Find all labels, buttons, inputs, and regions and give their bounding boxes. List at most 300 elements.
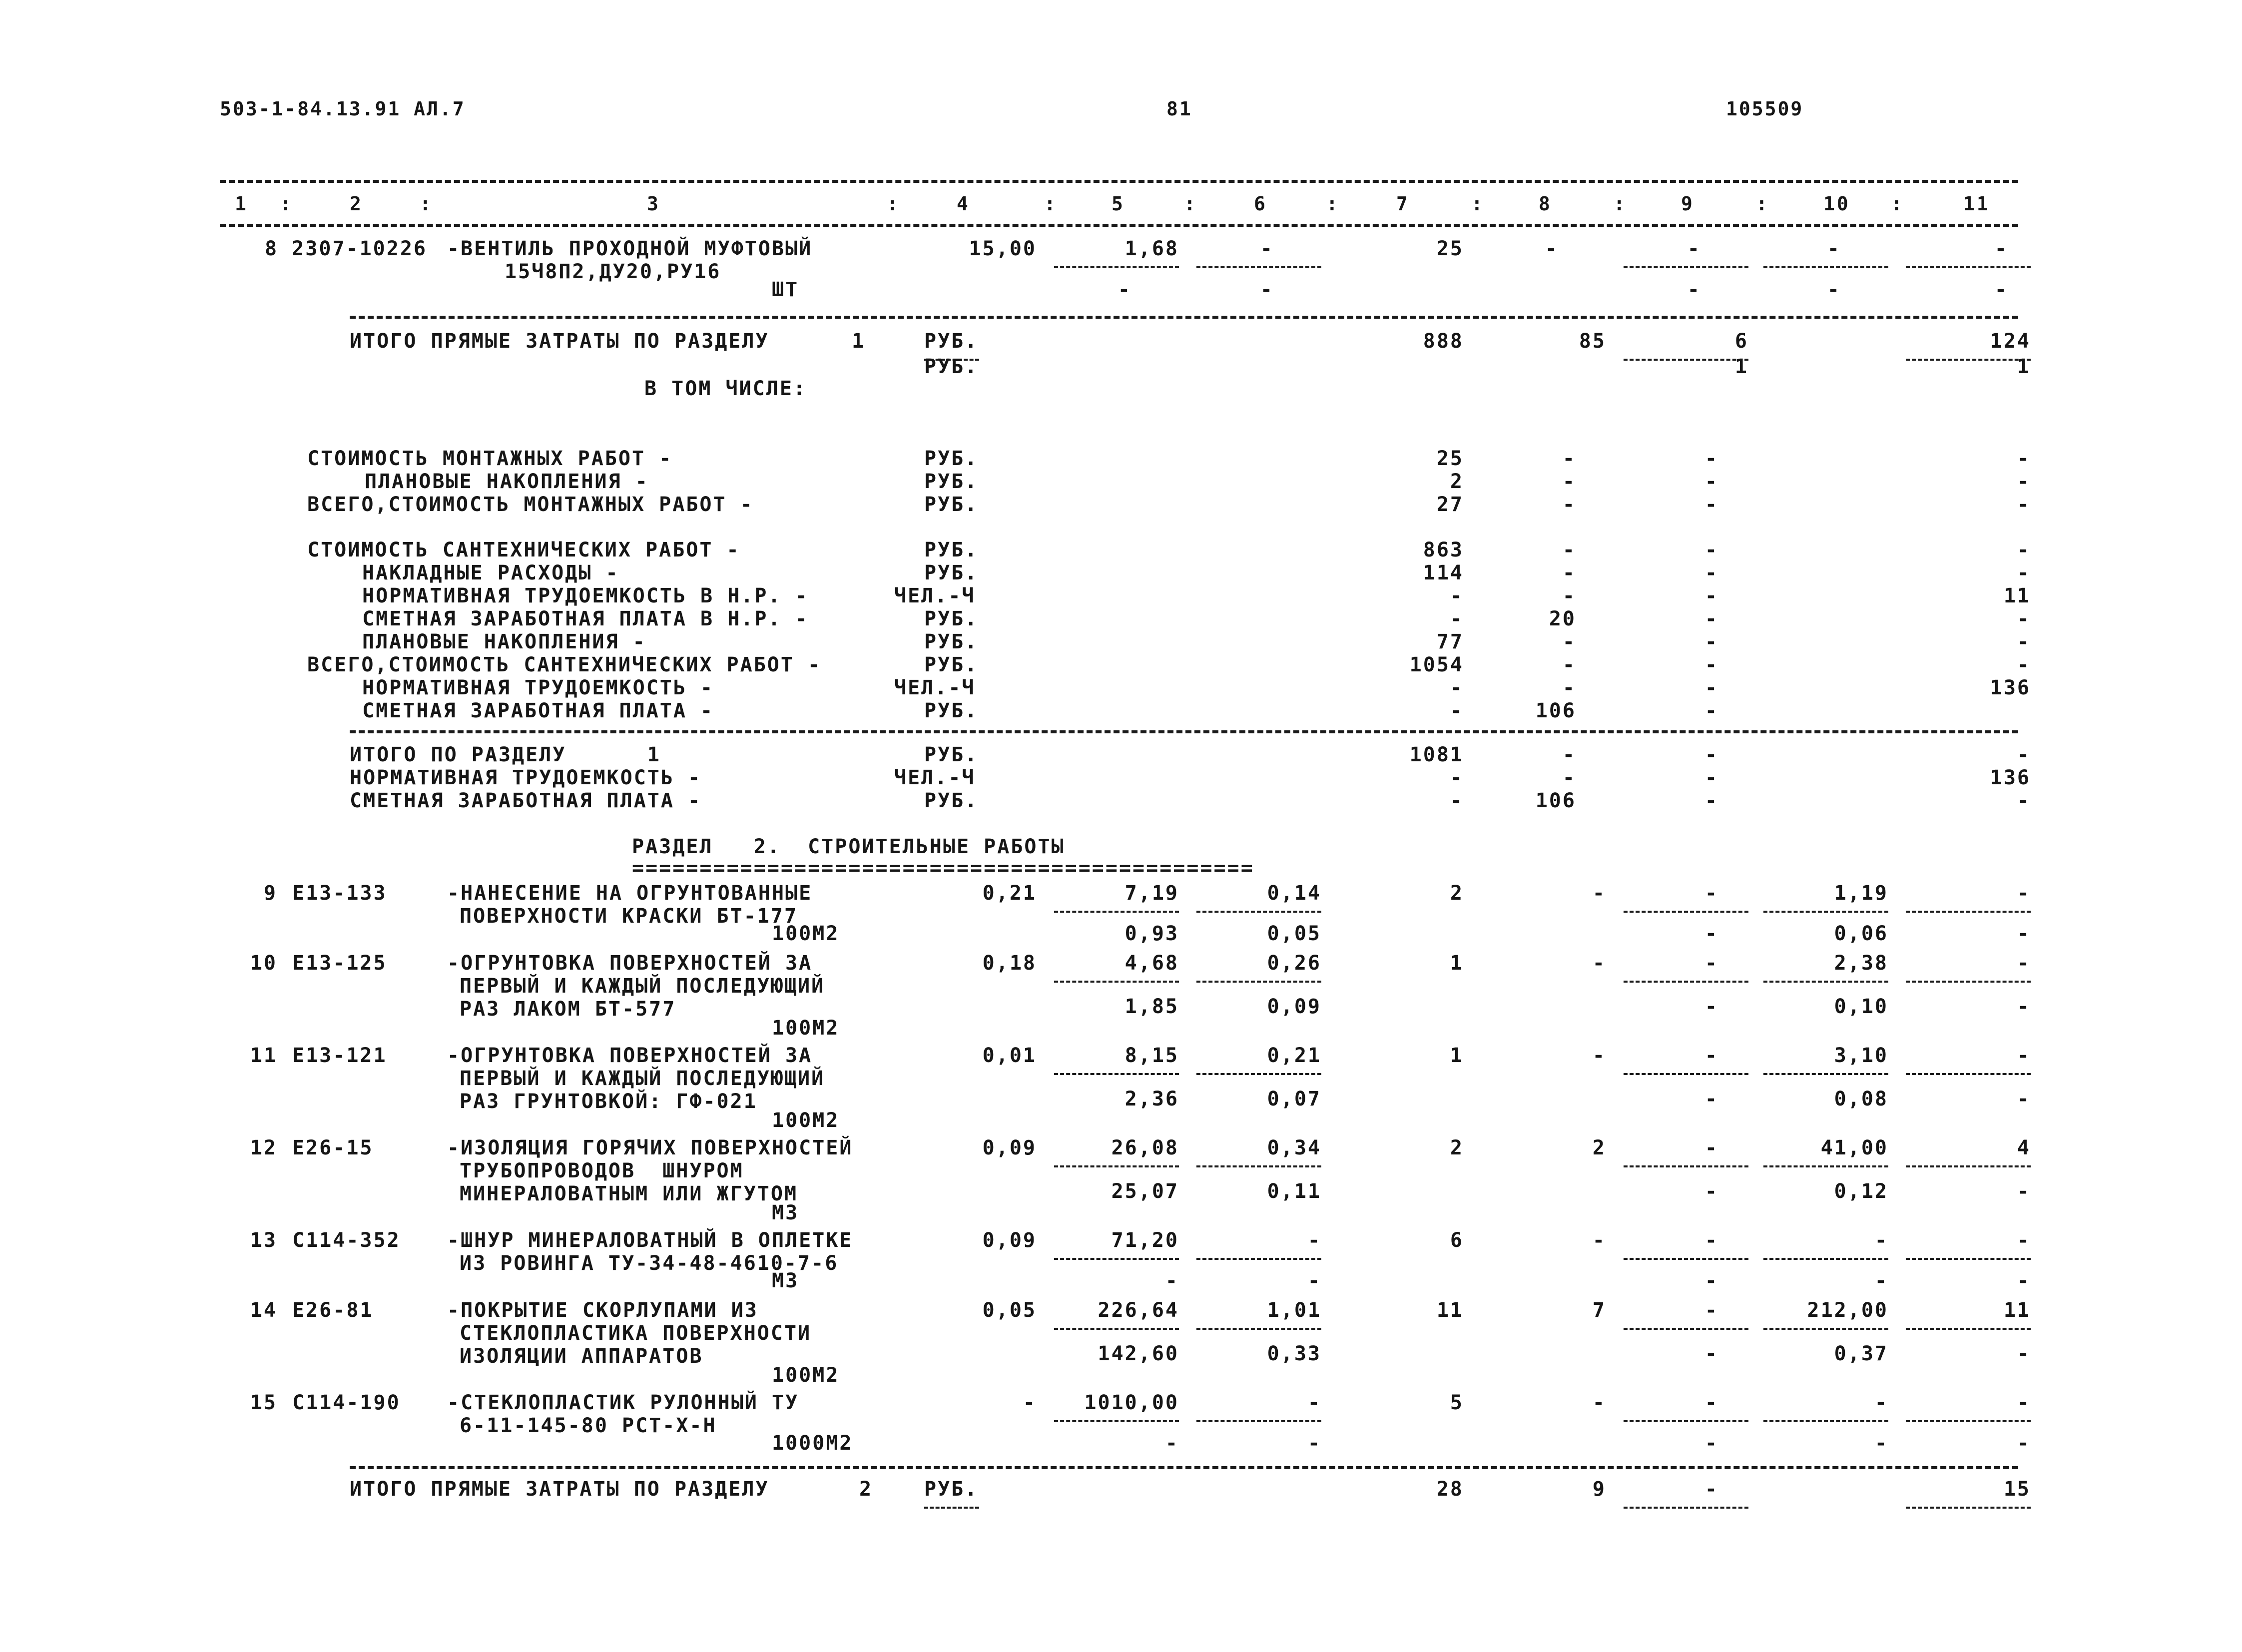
c5b: - bbox=[1165, 1432, 1179, 1455]
c5: 1,68 bbox=[1124, 237, 1179, 260]
item-name-line: МИНЕРАЛОВАТНЫМ ИЛИ ЖГУТОМ bbox=[460, 1182, 798, 1205]
item-name-line: 6-11-145-80 РСТ-Х-Н bbox=[460, 1414, 717, 1437]
sub-rule bbox=[1763, 1165, 1888, 1167]
sub-rule bbox=[1054, 1258, 1179, 1260]
sub-rule bbox=[1196, 1328, 1321, 1330]
c7: 863 bbox=[1423, 539, 1464, 561]
c9: - bbox=[1704, 1391, 1718, 1414]
item-name-line: ПЕРВЫЙ И КАЖДЫЙ ПОСЛЕДУЮЩИЙ bbox=[460, 1067, 825, 1090]
c11: 11 bbox=[2003, 584, 2031, 607]
c9: - bbox=[1704, 470, 1718, 493]
item-name-line: ТРУБОПРОВОДОВ ШНУРОМ bbox=[460, 1159, 744, 1182]
c9: - bbox=[1704, 789, 1718, 812]
c7: 6 bbox=[1450, 1229, 1464, 1252]
c11: - bbox=[2017, 493, 2031, 516]
c6b: - bbox=[1307, 1269, 1321, 1292]
breakdown-label: ПЛАНОВЫЕ НАКОПЛЕНИЯ - bbox=[362, 630, 646, 653]
c8: - bbox=[1562, 743, 1576, 766]
c7: - bbox=[1450, 607, 1464, 630]
section-rule bbox=[350, 730, 2018, 733]
sub-rule bbox=[1906, 359, 2031, 361]
c11: 136 bbox=[1990, 766, 2031, 789]
c11b: - bbox=[2017, 1342, 2031, 1365]
c6b: 0,05 bbox=[1267, 922, 1321, 945]
c6b: 0,09 bbox=[1267, 995, 1321, 1018]
column-header-9: 9 bbox=[1681, 193, 1694, 215]
breakdown-label: НОРМАТИВНАЯ ТРУДОЕМКОСТЬ В Н.Р. - bbox=[362, 584, 809, 607]
section-rule bbox=[350, 316, 2018, 319]
column-header-5: 5 bbox=[1112, 193, 1125, 215]
c11: 136 bbox=[1990, 676, 2031, 699]
c7: 25 bbox=[1436, 447, 1464, 470]
item-name-line: РАЗ ЛАКОМ БТ-577 bbox=[460, 998, 676, 1021]
breakdown-label: ПЛАНОВЫЕ НАКОПЛЕНИЯ - bbox=[365, 470, 649, 493]
c10b: - bbox=[1874, 1269, 1888, 1292]
c5b: - bbox=[1165, 1269, 1179, 1292]
item-unit: 1000М2 bbox=[772, 1432, 853, 1455]
c9: - bbox=[1704, 561, 1718, 584]
c9: - bbox=[1704, 1478, 1718, 1501]
sub-rule bbox=[1196, 981, 1321, 983]
unit: ЧЕЛ.-Ч bbox=[894, 766, 976, 789]
c11: - bbox=[1994, 237, 2008, 260]
item-name-line: -НАНЕСЕНИЕ НА ОГРУНТОВАННЫЕ bbox=[447, 882, 813, 905]
c9b: - bbox=[1704, 1342, 1718, 1365]
column-header-2: 2 bbox=[350, 193, 363, 215]
c9b: - bbox=[1687, 278, 1701, 301]
c7: - bbox=[1450, 676, 1464, 699]
sub-rule bbox=[1196, 1258, 1321, 1260]
c5: 71,20 bbox=[1111, 1229, 1179, 1252]
c11: 4 bbox=[2017, 1136, 2031, 1159]
c11: 124 bbox=[1990, 330, 2031, 353]
c5b: 1,85 bbox=[1124, 995, 1179, 1018]
section-rule bbox=[350, 1466, 2018, 1469]
c4: 0,09 bbox=[982, 1229, 1037, 1252]
c7: 1 bbox=[1450, 952, 1464, 975]
c11: - bbox=[2017, 882, 2031, 905]
c11b: - bbox=[2017, 922, 2031, 945]
sub-rule bbox=[1763, 981, 1888, 983]
c9: - bbox=[1704, 630, 1718, 653]
c6: 0,34 bbox=[1267, 1136, 1321, 1159]
c8: - bbox=[1562, 584, 1576, 607]
c9: - bbox=[1704, 1299, 1718, 1322]
column-header-10: 10 bbox=[1823, 193, 1850, 215]
item-code: Е13-125 bbox=[292, 952, 387, 975]
c8: - bbox=[1562, 447, 1576, 470]
breakdown-label: СМЕТНАЯ ЗАРАБОТНАЯ ПЛАТА - bbox=[350, 789, 702, 812]
column-separator: : bbox=[1471, 193, 1485, 215]
c10: 212,00 bbox=[1807, 1299, 1888, 1322]
c4: 0,05 bbox=[982, 1299, 1037, 1322]
c8: 106 bbox=[1535, 699, 1576, 722]
c8: - bbox=[1545, 237, 1559, 260]
c6: 0,26 bbox=[1267, 952, 1321, 975]
c11: - bbox=[2017, 1229, 2031, 1252]
c11: - bbox=[2017, 561, 2031, 584]
c5b: - bbox=[1118, 278, 1131, 301]
c9: - bbox=[1704, 743, 1718, 766]
item-name-line: -ОГРУНТОВКА ПОВЕРХНОСТЕЙ ЗА bbox=[447, 1044, 813, 1067]
unit: РУБ. bbox=[924, 561, 979, 584]
column-separator: : bbox=[1326, 193, 1340, 215]
header-rule-top bbox=[220, 180, 2018, 183]
c4: 0,18 bbox=[982, 952, 1037, 975]
sub-rule bbox=[1624, 981, 1748, 983]
breakdown-label: СТОИМОСТЬ МОНТАЖНЫХ РАБОТ - bbox=[307, 447, 673, 470]
column-separator: : bbox=[280, 193, 293, 215]
c10b: 0,06 bbox=[1834, 922, 1888, 945]
column-separator: : bbox=[1756, 193, 1769, 215]
c11b: - bbox=[2017, 1269, 2031, 1292]
c6: - bbox=[1307, 1391, 1321, 1414]
c7: 1 bbox=[1450, 1044, 1464, 1067]
breakdown-label: ВСЕГО,СТОИМОСТЬ МОНТАЖНЫХ РАБОТ - bbox=[307, 493, 754, 516]
c11b: - bbox=[2017, 995, 2031, 1018]
c7: 25 bbox=[1436, 237, 1464, 260]
c5b: 142,60 bbox=[1098, 1342, 1179, 1365]
c10b: 0,37 bbox=[1834, 1342, 1888, 1365]
section-no: 1 bbox=[852, 330, 866, 353]
c8: - bbox=[1562, 630, 1576, 653]
c8: - bbox=[1592, 1229, 1606, 1252]
c4: 15,00 bbox=[969, 237, 1037, 260]
sub-rule bbox=[1054, 1073, 1179, 1075]
unit: РУБ. bbox=[924, 653, 979, 676]
c7: 114 bbox=[1423, 561, 1464, 584]
item-code: С114-190 bbox=[292, 1391, 401, 1414]
c7: 1081 bbox=[1409, 743, 1464, 766]
c5: 8,15 bbox=[1124, 1044, 1179, 1067]
c5b: 25,07 bbox=[1111, 1180, 1179, 1203]
c8: - bbox=[1562, 653, 1576, 676]
c9b: - bbox=[1704, 1432, 1718, 1455]
c4: 0,21 bbox=[982, 882, 1037, 905]
c10: - bbox=[1874, 1391, 1888, 1414]
c9: - bbox=[1704, 584, 1718, 607]
c10: - bbox=[1827, 237, 1841, 260]
c8: 85 bbox=[1579, 330, 1606, 353]
c11: - bbox=[2017, 607, 2031, 630]
c10b: - bbox=[1827, 278, 1841, 301]
section-underline: ============================================== bbox=[632, 857, 1254, 880]
sub-rule bbox=[1624, 911, 1748, 913]
c8: 2 bbox=[1592, 1136, 1606, 1159]
unit: РУБ. bbox=[924, 1478, 979, 1501]
item-name-line: ИЗ РОВИНГА ТУ-34-48-4610-7-6 bbox=[460, 1252, 839, 1275]
column-header-3: 3 bbox=[647, 193, 660, 215]
c11: - bbox=[2017, 470, 2031, 493]
unit: РУБ. bbox=[924, 607, 979, 630]
c4: - bbox=[1023, 1391, 1037, 1414]
sub-rule bbox=[1196, 1165, 1321, 1167]
c7: 888 bbox=[1423, 330, 1464, 353]
sub-rule bbox=[1906, 1073, 2031, 1075]
c6b: - bbox=[1307, 1432, 1321, 1455]
c4: 0,09 bbox=[982, 1136, 1037, 1159]
c8: 106 bbox=[1535, 789, 1576, 812]
c9: - bbox=[1704, 607, 1718, 630]
c8: - bbox=[1592, 1391, 1606, 1414]
c6: - bbox=[1307, 1229, 1321, 1252]
sub-rule bbox=[1054, 1328, 1179, 1330]
c8: - bbox=[1562, 561, 1576, 584]
c5: 26,08 bbox=[1111, 1136, 1179, 1159]
c10b: 0,08 bbox=[1834, 1088, 1888, 1110]
c8: 9 bbox=[1592, 1478, 1606, 1501]
item-name-line: -ИЗОЛЯЦИЯ ГОРЯЧИХ ПОВЕРХНОСТЕЙ bbox=[447, 1136, 853, 1159]
sub-rule bbox=[1763, 911, 1888, 913]
sub-rule bbox=[1054, 981, 1179, 983]
c8: 20 bbox=[1549, 607, 1576, 630]
breakdown-label: СМЕТНАЯ ЗАРАБОТНАЯ ПЛАТА - bbox=[362, 699, 714, 722]
c7: - bbox=[1450, 766, 1464, 789]
c11: - bbox=[2017, 630, 2031, 653]
c9: - bbox=[1704, 493, 1718, 516]
sub-rule bbox=[1196, 1420, 1321, 1422]
sub-rule bbox=[1054, 266, 1179, 268]
section-title: РАЗДЕЛ 2. СТРОИТЕЛЬНЫЕ РАБОТЫ bbox=[632, 835, 1065, 858]
unit: РУБ. bbox=[924, 470, 979, 493]
c7: 2 bbox=[1450, 882, 1464, 905]
sub-rule bbox=[1763, 1073, 1888, 1075]
c6: 1,01 bbox=[1267, 1299, 1321, 1322]
item-name-line: ПОВЕРХНОСТИ КРАСКИ БТ-177 bbox=[460, 905, 798, 928]
sub-rule bbox=[1763, 1258, 1888, 1260]
item-num: 12 bbox=[250, 1136, 277, 1159]
column-header-11: 11 bbox=[1963, 193, 1990, 215]
c6: 0,21 bbox=[1267, 1044, 1321, 1067]
sub-rule bbox=[1624, 1507, 1748, 1509]
c11: - bbox=[2017, 952, 2031, 975]
column-header-6: 6 bbox=[1254, 193, 1267, 215]
incl-label: В ТОМ ЧИСЛЕ: bbox=[644, 377, 807, 400]
c8: - bbox=[1562, 539, 1576, 561]
item-num-code: 8 2307-10226 bbox=[265, 237, 427, 260]
c11: 15 bbox=[2003, 1478, 2031, 1501]
c11b: - bbox=[2017, 1180, 2031, 1203]
column-separator: : bbox=[1614, 193, 1627, 215]
c8: - bbox=[1562, 766, 1576, 789]
breakdown-label: ВСЕГО,СТОИМОСТЬ САНТЕХНИЧЕСКИХ РАБОТ - bbox=[307, 653, 822, 676]
c10: 3,10 bbox=[1834, 1044, 1888, 1067]
doc-code: 503-1-84.13.91 АЛ.7 bbox=[220, 98, 466, 120]
c7: 77 bbox=[1436, 630, 1464, 653]
c7: 1054 bbox=[1409, 653, 1464, 676]
c8: - bbox=[1592, 1044, 1606, 1067]
c11: - bbox=[2017, 1044, 2031, 1067]
item-name-line: РАЗ ГРУНТОВКОЙ: ГФ-021 bbox=[460, 1090, 757, 1113]
c7: - bbox=[1450, 584, 1464, 607]
sub-rule bbox=[1054, 1420, 1179, 1422]
c8: - bbox=[1592, 952, 1606, 975]
column-header-4: 4 bbox=[957, 193, 970, 215]
c7: 2 bbox=[1450, 470, 1464, 493]
item-num: 13 bbox=[250, 1229, 277, 1252]
c9: - bbox=[1704, 766, 1718, 789]
c10: - bbox=[1874, 1229, 1888, 1252]
item-name-line: -ШНУР МИНЕРАЛОВАТНЫЙ В ОПЛЕТКЕ bbox=[447, 1229, 853, 1252]
c9: - bbox=[1704, 952, 1718, 975]
sub-rule bbox=[1624, 359, 1748, 361]
c8: 7 bbox=[1592, 1299, 1606, 1322]
c6b: 0,33 bbox=[1267, 1342, 1321, 1365]
page-number: 81 bbox=[1166, 98, 1192, 120]
sub-rule bbox=[1196, 1073, 1321, 1075]
item-name-line: -ОГРУНТОВКА ПОВЕРХНОСТЕЙ ЗА bbox=[447, 952, 813, 975]
c7: - bbox=[1450, 699, 1464, 722]
unit: РУБ. bbox=[924, 539, 979, 561]
sub-rule bbox=[1054, 1165, 1179, 1167]
item-code: Е26-81 bbox=[292, 1299, 374, 1322]
sub-rule bbox=[1624, 1328, 1748, 1330]
unit: ЧЕЛ.-Ч bbox=[894, 676, 976, 699]
column-separator: : bbox=[1184, 193, 1197, 215]
c9: 6 bbox=[1734, 330, 1748, 353]
c10b: 0,10 bbox=[1834, 995, 1888, 1018]
sub-rule bbox=[1624, 1420, 1748, 1422]
c7: - bbox=[1450, 789, 1464, 812]
c6b: 0,11 bbox=[1267, 1180, 1321, 1203]
item-num: 14 bbox=[250, 1299, 277, 1322]
sub-rule bbox=[1196, 266, 1321, 268]
c5: 226,64 bbox=[1098, 1299, 1179, 1322]
sub-rule bbox=[1624, 1258, 1748, 1260]
c7: 11 bbox=[1436, 1299, 1464, 1322]
item-unit: ШТ bbox=[772, 278, 799, 301]
sub-rule bbox=[1763, 1420, 1888, 1422]
unit: РУБ. bbox=[924, 789, 979, 812]
c11: - bbox=[2017, 743, 2031, 766]
sub-rule bbox=[1906, 911, 2031, 913]
item-name-line: ИЗОЛЯЦИИ АППАРАТОВ bbox=[460, 1345, 703, 1368]
sub-rule bbox=[1906, 981, 2031, 983]
c9: - bbox=[1704, 1229, 1718, 1252]
c9: - bbox=[1704, 447, 1718, 470]
breakdown-label: НАКЛАДНЫЕ РАСХОДЫ - bbox=[362, 561, 619, 584]
item-unit: 100М2 bbox=[772, 1017, 840, 1040]
c5b: 2,36 bbox=[1124, 1088, 1179, 1110]
c7: 5 bbox=[1450, 1391, 1464, 1414]
c11: 11 bbox=[2003, 1299, 2031, 1322]
breakdown-label: СМЕТНАЯ ЗАРАБОТНАЯ ПЛАТА В Н.Р. - bbox=[362, 607, 809, 630]
section-no: 2 bbox=[859, 1478, 873, 1501]
unit: РУБ. bbox=[924, 447, 979, 470]
breakdown-label: НОРМАТИВНАЯ ТРУДОЕМКОСТЬ - bbox=[350, 766, 702, 789]
c5: 4,68 bbox=[1124, 952, 1179, 975]
c9: - bbox=[1704, 699, 1718, 722]
sub-rule bbox=[1196, 911, 1321, 913]
c11: - bbox=[2017, 653, 2031, 676]
c11: - bbox=[2017, 539, 2031, 561]
c9: - bbox=[1704, 653, 1718, 676]
item-code: Е13-133 bbox=[292, 882, 387, 905]
c9b: - bbox=[1704, 995, 1718, 1018]
c11: - bbox=[2017, 789, 2031, 812]
c4: 0,01 bbox=[982, 1044, 1037, 1067]
c10: 2,38 bbox=[1834, 952, 1888, 975]
item-name-line: СТЕКЛОПЛАСТИКА ПОВЕРХНОСТИ bbox=[460, 1322, 812, 1345]
c9: - bbox=[1704, 1044, 1718, 1067]
column-separator: : bbox=[1891, 193, 1904, 215]
c7: 27 bbox=[1436, 493, 1464, 516]
item-name-line: 15Ч8П2,ДУ20,РУ16 bbox=[505, 260, 721, 283]
header-rule-bottom bbox=[220, 224, 2018, 227]
c9b: - bbox=[1704, 1088, 1718, 1110]
unit: РУБ. bbox=[924, 355, 979, 378]
sub-rule bbox=[1906, 1258, 2031, 1260]
total-label: ИТОГО ПРЯМЫЕ ЗАТРАТЫ ПО РАЗДЕЛУ bbox=[350, 330, 769, 353]
c11b: - bbox=[2017, 1432, 2031, 1455]
sub-rule bbox=[1906, 1420, 2031, 1422]
breakdown-label: НОРМАТИВНАЯ ТРУДОЕМКОСТЬ - bbox=[362, 676, 714, 699]
sub-rule bbox=[924, 1507, 979, 1509]
column-separator: : bbox=[420, 193, 433, 215]
sub-rule bbox=[1054, 911, 1179, 913]
item-num: 11 bbox=[250, 1044, 277, 1067]
column-separator: : bbox=[887, 193, 900, 215]
sub-rule bbox=[1624, 266, 1748, 268]
breakdown-label: СТОИМОСТЬ САНТЕХНИЧЕСКИХ РАБОТ - bbox=[307, 539, 740, 561]
c9b: 1 bbox=[1734, 355, 1748, 378]
item-unit: М3 bbox=[772, 1201, 799, 1224]
c9: - bbox=[1704, 539, 1718, 561]
total-label: ИТОГО ПРЯМЫЕ ЗАТРАТЫ ПО РАЗДЕЛУ bbox=[350, 1478, 769, 1501]
sub-rule bbox=[1906, 1328, 2031, 1330]
c9b: - bbox=[1704, 1180, 1718, 1203]
unit: РУБ. bbox=[924, 330, 979, 353]
sub-rule bbox=[1906, 266, 2031, 268]
c8: - bbox=[1592, 882, 1606, 905]
item-name-line: -СТЕКЛОПЛАСТИК РУЛОННЫЙ ТУ bbox=[447, 1391, 799, 1414]
item-name: -ВЕНТИЛЬ ПРОХОДНОЙ МУФТОВЫЙ bbox=[447, 237, 813, 260]
c10b: 0,12 bbox=[1834, 1180, 1888, 1203]
c9: - bbox=[1704, 1136, 1718, 1159]
unit: РУБ. bbox=[924, 630, 979, 653]
column-header-7: 7 bbox=[1396, 193, 1410, 215]
c6: - bbox=[1260, 237, 1274, 260]
c6b: 0,07 bbox=[1267, 1088, 1321, 1110]
item-name-line: ПЕРВЫЙ И КАЖДЫЙ ПОСЛЕДУЮЩИЙ bbox=[460, 975, 825, 998]
sub-rule bbox=[1624, 1165, 1748, 1167]
item-code: С114-352 bbox=[292, 1229, 401, 1252]
c10: 1,19 bbox=[1834, 882, 1888, 905]
c8: - bbox=[1562, 493, 1576, 516]
sub-rule bbox=[1763, 1328, 1888, 1330]
c8: - bbox=[1562, 470, 1576, 493]
c9b: - bbox=[1704, 1269, 1718, 1292]
c6b: - bbox=[1260, 278, 1274, 301]
sub-rule bbox=[1624, 1073, 1748, 1075]
sub-rule bbox=[1763, 266, 1888, 268]
c11b: 1 bbox=[2017, 355, 2031, 378]
c11b: - bbox=[1994, 278, 2008, 301]
column-separator: : bbox=[1044, 193, 1058, 215]
c9: - bbox=[1687, 237, 1701, 260]
item-unit: 100М2 bbox=[772, 922, 840, 945]
c7: 28 bbox=[1436, 1478, 1464, 1501]
sub-rule bbox=[1906, 1507, 2031, 1509]
item-name-line: -ПОКРЫТИЕ СКОРЛУПАМИ ИЗ bbox=[447, 1299, 758, 1322]
c6: 0,14 bbox=[1267, 882, 1321, 905]
c11: - bbox=[2017, 447, 2031, 470]
column-header-1: 1 bbox=[235, 193, 248, 215]
unit: РУБ. bbox=[924, 699, 979, 722]
unit: ЧЕЛ.-Ч bbox=[894, 584, 976, 607]
c11: - bbox=[2017, 1391, 2031, 1414]
c11b: - bbox=[2017, 1088, 2031, 1110]
